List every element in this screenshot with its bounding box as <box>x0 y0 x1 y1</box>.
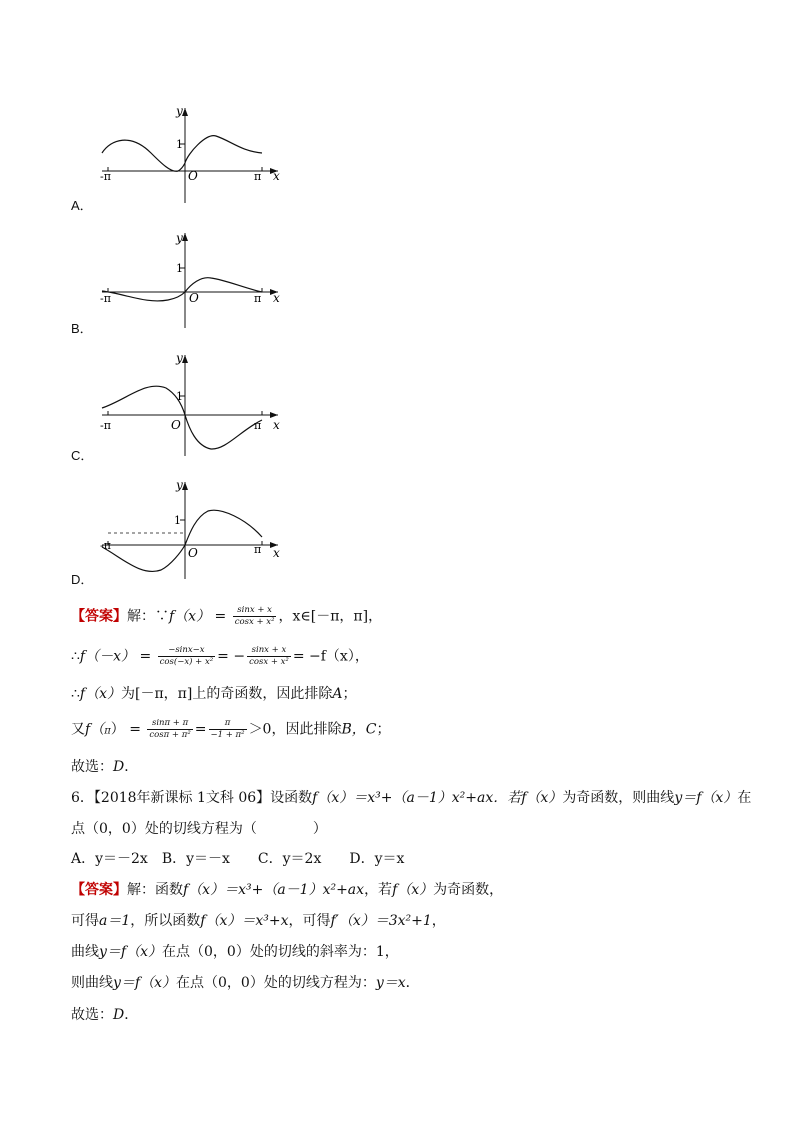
graph-option-c <box>96 350 286 460</box>
fraction <box>233 605 277 628</box>
text: ∴ <box>71 648 80 665</box>
math: = − <box>217 648 246 665</box>
axis-neg-pi: -π <box>100 419 111 432</box>
axis-y: y <box>176 231 183 245</box>
text: ． <box>405 975 420 991</box>
axis-origin: O <box>171 418 181 432</box>
axis-pi: π <box>254 543 262 556</box>
math: f（ <box>85 721 105 738</box>
math: D <box>113 759 125 775</box>
question-text: 为奇函数，则曲线 <box>562 790 675 806</box>
axis-origin: O <box>188 169 198 183</box>
math: π <box>104 725 111 737</box>
text: ； <box>376 721 391 738</box>
axis-origin: O <box>188 546 198 560</box>
math: y＝x <box>375 975 406 991</box>
frac-num: sinx + x <box>247 645 291 657</box>
axis-x: x <box>273 291 280 305</box>
math: f（－x） <box>79 648 135 665</box>
math: f（x） <box>312 790 354 806</box>
fraction <box>147 718 192 741</box>
math: A <box>332 686 343 702</box>
text: 又 <box>71 721 85 738</box>
graph-c-label: C． <box>71 448 94 463</box>
question-text: 点（0，0）处的切线方程为（ ） <box>71 821 327 837</box>
math: f（x） <box>392 882 434 898</box>
graph-b-svg <box>96 228 286 333</box>
text: ． <box>124 1007 139 1023</box>
q6-line2 <box>71 819 327 839</box>
axis-x: x <box>273 418 280 432</box>
sol2-line1 <box>71 880 503 900</box>
fraction <box>158 645 216 668</box>
text: ，若 <box>364 882 393 898</box>
math: = <box>139 648 152 665</box>
axis-y: y <box>176 104 183 118</box>
sol1-line5 <box>71 757 138 777</box>
frac-num: −sinx−x <box>158 645 216 657</box>
axis-one: 1 <box>176 138 183 151</box>
axis-pi: π <box>254 419 262 432</box>
math: B，C <box>341 721 377 738</box>
axis-neg-pi: -π <box>100 170 111 183</box>
q6-line1 <box>71 788 751 808</box>
answer-tag: 【答案】 <box>71 882 127 898</box>
frac-den: cos(−x) + x² <box>159 657 214 667</box>
sol2-line2 <box>71 911 446 931</box>
graph-option-a <box>96 103 286 208</box>
text: ，可得 <box>288 913 331 929</box>
axis-neg-pi: -π <box>100 539 111 552</box>
sol2-line5 <box>71 1005 138 1025</box>
text: 可得 <box>71 913 99 929</box>
math: D <box>113 1007 125 1023</box>
q6-options <box>71 849 404 869</box>
axis-one: 1 <box>176 390 183 403</box>
math: f（x）＝x³+x <box>200 913 289 929</box>
graph-d-label: D． <box>71 572 94 587</box>
axis-pi: π <box>254 170 262 183</box>
graph-a-svg <box>96 103 286 208</box>
fraction <box>209 718 247 741</box>
axis-neg-pi: -π <box>100 292 111 305</box>
sol1-line4 <box>71 718 390 742</box>
axis-x: x <box>273 169 280 183</box>
math: y＝f（x） <box>113 975 176 991</box>
math: ） <box>110 721 125 738</box>
math: = <box>214 608 227 625</box>
text: 在点（0，0）处的切线方程为： <box>176 975 376 991</box>
frac-den: cosx + x² <box>249 657 289 667</box>
math: f（x）＝x³+（a－1）x²+ax <box>183 882 365 898</box>
text: 在点（0，0）处的切线的斜率为：1， <box>162 944 399 960</box>
frac-num: π <box>209 718 247 730</box>
question-text: 在 <box>737 790 752 806</box>
frac-den: cosx + x² <box>234 617 275 627</box>
text: ∴ <box>71 686 80 702</box>
math: = −f（x）， <box>292 648 369 665</box>
text: 解：函数 <box>127 882 183 898</box>
graph-option-b <box>96 228 286 333</box>
axis-y: y <box>176 478 183 492</box>
text: ； <box>342 686 357 702</box>
text: 故选： <box>71 1007 113 1023</box>
frac-num: sinπ + π <box>147 718 192 730</box>
answer-tag: 【答案】 <box>71 608 127 625</box>
math: f′（x）＝3x²+1 <box>330 913 432 929</box>
graph-d-svg <box>96 477 286 582</box>
text: 为奇函数， <box>433 882 504 898</box>
text: ＞0，因此排除 <box>248 721 342 738</box>
answer-options: A．y＝－2x B．y＝－x C．y＝2x D．y＝x <box>71 851 405 867</box>
math: y＝f（x） <box>99 944 162 960</box>
math: a＝1 <box>99 913 131 929</box>
text: 故选： <box>71 759 113 775</box>
sol2-line4 <box>71 973 420 993</box>
axis-one: 1 <box>174 514 181 527</box>
axis-origin: O <box>189 291 199 305</box>
text: 为[－π，π]上的奇函数，因此排除 <box>121 686 333 702</box>
math: f（x） <box>79 686 121 702</box>
math: = <box>129 721 141 738</box>
fraction <box>247 645 291 668</box>
frac-den: cosπ + π² <box>149 730 191 740</box>
math: f（x） <box>521 790 563 806</box>
axis-y: y <box>176 351 183 365</box>
text: ， <box>431 913 446 929</box>
math: ，x∈[－π，π]， <box>278 608 383 625</box>
graph-a-label: A． <box>71 198 93 213</box>
math: = <box>194 721 207 738</box>
frac-num: sinx + x <box>233 605 277 617</box>
sol1-line1 <box>71 605 382 628</box>
graph-b-label: B． <box>71 321 93 336</box>
math: f（x） <box>169 608 211 625</box>
math: ＝x³+（a－1）x²+ax．若 <box>353 790 522 806</box>
text: ，所以函数 <box>130 913 201 929</box>
math: y＝f（x） <box>674 790 738 806</box>
text: 则曲线 <box>71 975 113 991</box>
question-text: 6．【2018年新课标 1文科 06】设函数 <box>71 790 313 806</box>
frac-den: −1 + π² <box>210 730 245 740</box>
graph-option-d <box>96 477 286 582</box>
text: ． <box>124 759 139 775</box>
sol2-line3 <box>71 942 399 962</box>
axis-x: x <box>273 546 280 560</box>
text: 解：∵ <box>127 608 169 625</box>
sol1-line3 <box>71 684 356 704</box>
text: 曲线 <box>71 944 99 960</box>
sol1-line2 <box>71 645 369 668</box>
graph-c-svg <box>96 350 286 460</box>
axis-pi: π <box>254 292 262 305</box>
axis-one: 1 <box>176 262 183 275</box>
